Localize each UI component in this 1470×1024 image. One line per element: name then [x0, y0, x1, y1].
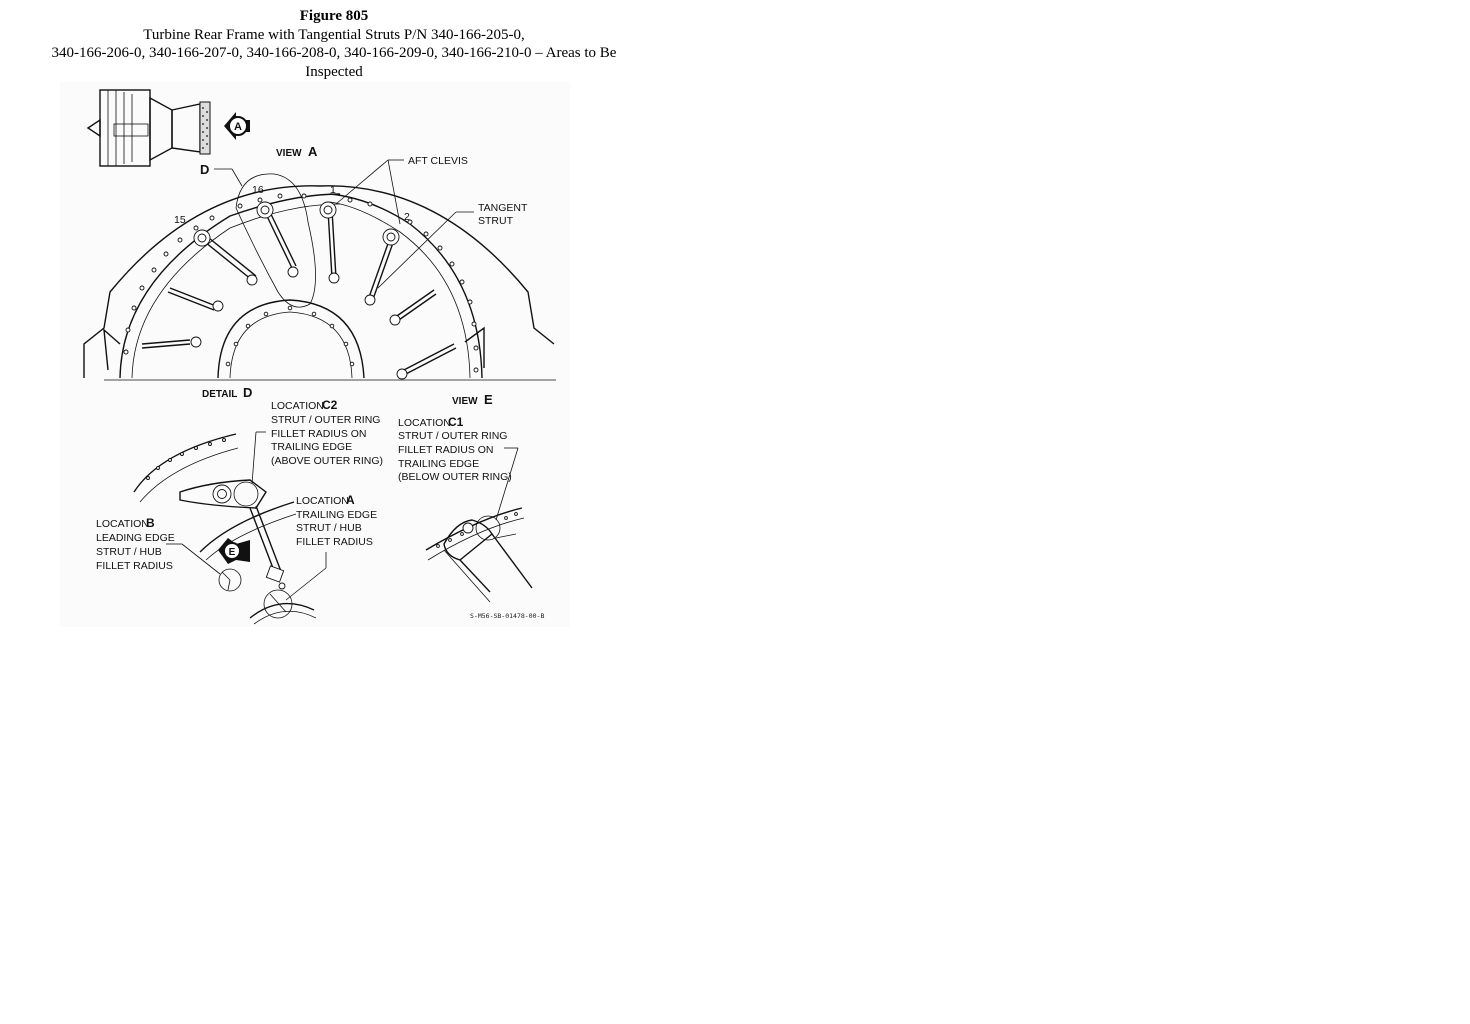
location-a-line-1: TRAILING EDGE	[296, 509, 378, 521]
location-c1-line-2: FILLET RADIUS ON	[398, 444, 494, 456]
location-c2-line-3: TRAILING EDGE	[271, 441, 353, 453]
aft-clevis-label: AFT CLEVIS	[408, 155, 468, 167]
turbine-rear-frame-illustration	[60, 82, 570, 627]
figure-caption	[20, 7, 648, 81]
location-a-line-2: STRUT / HUB	[296, 522, 362, 534]
location-a-line-3: FILLET RADIUS	[296, 536, 373, 548]
location-c1-code: C1	[448, 415, 464, 429]
strut-number-16: 16	[252, 184, 264, 196]
figure-number: Figure 805	[299, 8, 369, 24]
location-c1-prefix: LOCATION	[398, 417, 451, 429]
location-b-line-1: LEADING EDGE	[96, 532, 175, 544]
location-b-prefix: LOCATION	[96, 518, 149, 530]
location-b-code: B	[146, 516, 155, 530]
view-e-letter: E	[484, 392, 493, 407]
location-a-prefix: LOCATION	[296, 495, 349, 507]
detail-d-callout: D	[200, 162, 210, 177]
view-e-prefix: VIEW	[452, 396, 478, 407]
tangent-label: TANGENT	[478, 202, 528, 214]
location-c2-code: C2	[322, 398, 338, 412]
location-a-code: A	[346, 493, 355, 507]
location-c2-line-4: (ABOVE OUTER RING)	[271, 455, 384, 467]
drawing-number: S-M56-SB-01478-00-B	[470, 612, 545, 620]
location-c2-line-2: FILLET RADIUS ON	[271, 428, 367, 440]
caption-line-3: Inspected	[305, 63, 363, 80]
view-e-arrow-letter: E	[228, 547, 236, 558]
strut-label: STRUT	[478, 215, 513, 227]
view-a-arrow-letter: A	[234, 121, 242, 133]
strut-number-2: 2	[404, 211, 410, 223]
location-b-line-2: STRUT / HUB	[96, 546, 162, 558]
view-a-prefix: VIEW	[276, 148, 302, 159]
location-c2-prefix: LOCATION	[271, 400, 324, 412]
illustration-svg	[60, 82, 570, 627]
view-a-letter: A	[308, 144, 318, 159]
strut-number-1: 1	[330, 184, 336, 196]
detail-d-letter: D	[243, 385, 253, 400]
strut-number-15: 15	[174, 214, 186, 226]
detail-d-prefix: DETAIL	[202, 389, 238, 400]
location-c1-line-4: (BELOW OUTER RING)	[398, 471, 512, 483]
caption-line-2: 340-166-206-0, 340-166-207-0, 340-166-208-0, 340-166-209-0, 340-166-210-0 – Areas to Be	[51, 45, 617, 61]
location-b-line-3: FILLET RADIUS	[96, 560, 173, 572]
caption-line-1: Turbine Rear Frame with Tangential Struts P/N 340-166-205-0,	[143, 26, 525, 43]
location-c1-line-3: TRAILING EDGE	[398, 458, 480, 470]
location-c2-line-1: STRUT / OUTER RING	[271, 414, 381, 426]
location-c1-line-1: STRUT / OUTER RING	[398, 430, 508, 442]
